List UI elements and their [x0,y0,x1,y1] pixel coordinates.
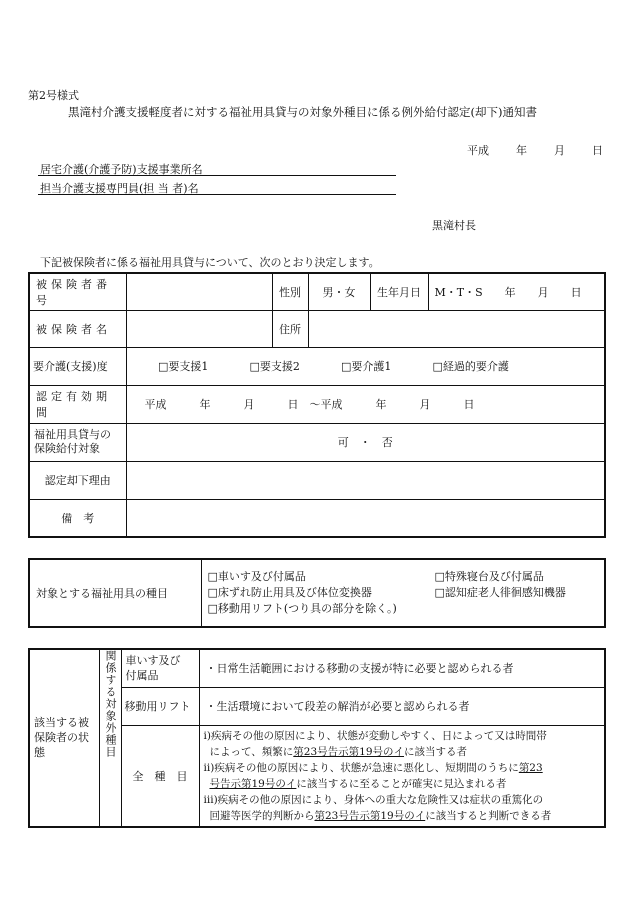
form-title: 黒滝村介護支援軽度者に対する福祉用具貸与の対象外種目に係る例外給付認定(却下)通知書 [68,105,537,119]
condition-3-line1: iii)疾病その他の原因により、身体への重大な危険性又は症状の重篤化の [203,793,544,806]
notice-link-3: 第23号告示第19号のイ [314,809,426,822]
notice-link-2a: 第23 [518,761,543,774]
intro-text: 下記被保険者に係る福祉用具貸与について、次のとおり決定します。 [40,256,380,269]
insured-number-value [126,273,272,310]
date-line [467,142,603,158]
care-level-label: 要介護(支援)度 [29,347,126,385]
office-name-underline [38,175,396,176]
equipment-type-label: 対象とする福祉用具の種目 [29,559,201,627]
care-option-support1: □要支援1 [158,360,209,373]
equipment-option-special-bed: □特殊寝台及び付属品 [434,570,544,583]
reject-reason-value [126,461,605,499]
condition-1-line1: i)疾病その他の原因により、状態が変動しやすく、日によって又は時間帯 [203,729,547,742]
remarks-value [126,499,605,537]
care-level-options [126,347,605,385]
insured-name-value [126,310,272,347]
condition-label [29,649,99,827]
office-name-label: 居宅介護(介護予防)支援事業所名 [40,163,203,176]
benefit-target-label-line2: 保険給付対象 [34,442,100,455]
care-option-support2: □要支援2 [249,360,300,373]
lift-type-label: 移動用リフト [121,687,199,725]
address-label: 住所 [272,310,308,347]
equipment-type-table [28,558,606,628]
wheelchair-condition-text: ・日常生活範囲における移動の支援が特に必要と認められる者 [199,649,605,687]
gender-label: 性別 [272,273,308,310]
equipment-option-lift: □移動用リフト(つり具の部分を除く。) [207,602,397,615]
date-era: 平成 [467,144,489,157]
notice-link-2b: 号告示第19号のイ [209,777,297,790]
condition-table [28,648,606,828]
insured-number-label: 被保険者番号 [29,273,126,310]
care-manager-underline [38,194,396,195]
validity-value: 平成 年 月 日 ～平成 年 月 日 [126,385,605,423]
wheelchair-type-line2: 付属品 [125,669,159,683]
lift-condition-text: ・生活環境において段差の解消が必要と認められる者 [199,687,605,725]
row-benefit-target [29,423,605,461]
condition-1-line2: によって、頻繁に第23号告示第19号のイに該当する者 [209,745,468,758]
date-year: 年 [516,144,527,157]
remarks-label: 備 考 [29,499,126,537]
gender-value: 男・女 [308,273,370,310]
row-care-level [29,347,605,385]
benefit-target-label-line1: 福祉用具貸与の [34,428,111,441]
all-types-label: 全 種 目 [121,725,199,827]
row-validity [29,385,605,423]
benefit-target-label [29,423,126,461]
care-option-transitional: □経過的要介護 [432,360,509,373]
condition-label-line2: 保険者の状 [34,731,89,745]
form-number: 第2号様式 [28,89,79,102]
related-types-label [99,649,121,827]
equipment-type-options [201,559,605,627]
wheelchair-type-label [121,649,199,687]
condition-label-line1: 該当する被 [34,716,89,730]
condition-2-line1: ii)疾病その他の原因により、状態が急速に悪化し、短期間のうちに第23 [203,761,543,774]
row-remarks [29,499,605,537]
row-equipment-types [29,559,605,627]
equipment-option-wheelchair: □車いす及び付属品 [207,570,306,583]
decision-table [28,272,606,538]
notice-link-1: 第23号告示第19号のイ [293,745,405,758]
insured-name-label: 被保険者名 [29,310,126,347]
issuer: 黒滝村長 [432,219,476,232]
row-wheelchair-condition [29,649,605,687]
related-types-vertical-text: 関係する対象外種目 [104,650,117,758]
care-manager-label: 担当介護支援専門員(担 当 者)名 [40,182,199,195]
birthdate-label: 生年月日 [370,273,428,310]
equipment-option-bedsore: □床ずれ防止用具及び体位変換器 [207,586,372,599]
benefit-target-value: 可 ・ 否 [126,423,605,461]
care-option-care1: □要介護1 [341,360,392,373]
equipment-option-wander-sensor: □認知症老人徘徊感知機器 [434,586,566,599]
validity-label: 認定有効期間 [29,385,126,423]
row-name [29,310,605,347]
condition-3-line2: 回避等医学的判断から第23号告示第19号のイに該当すると判断できる者 [209,809,552,822]
all-types-conditions [199,725,605,827]
row-insured-number [29,273,605,310]
reject-reason-label: 認定却下理由 [29,461,126,499]
condition-label-line3: 態 [34,746,45,760]
row-reject-reason [29,461,605,499]
condition-2-line2: 号告示第19号のイに該当するに至ることが確実に見込まれる者 [209,777,507,790]
wheelchair-type-line1: 車いす及び [125,654,181,668]
date-day: 日 [592,144,603,157]
address-value [308,310,605,347]
birthdate-value: M・T・S 年 月 日 [428,273,605,310]
date-month: 月 [554,144,565,157]
